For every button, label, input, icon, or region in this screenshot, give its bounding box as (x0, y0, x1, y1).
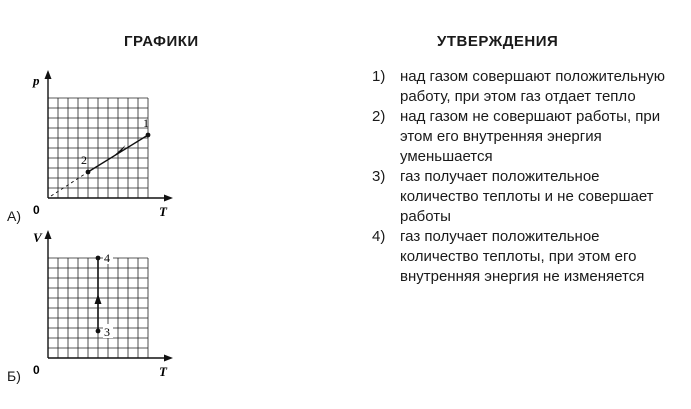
graph-b-point-4-label: 4 (104, 251, 110, 265)
graph-a-svg (0, 68, 185, 228)
graph-a-point-1 (146, 133, 151, 138)
graph-b-letter: Б) (7, 368, 21, 384)
statement-text: над газом не совершают работы, при этом его внутренняя энергия уменьшается (400, 108, 661, 165)
statement-item (372, 107, 672, 167)
graph-a-x-axis-label: T (159, 204, 167, 219)
statement-text: над газом совершают положительную работу, при этом газ отдает тепло (400, 68, 666, 105)
x-axis-arrow-icon (164, 195, 173, 202)
graph-b-y-axis-label: V (33, 230, 42, 245)
statement-text: газ получает положительное количество теплоты и не совершает работы (400, 168, 654, 225)
graph-b-point-3-label: 3 (104, 325, 110, 339)
graph-a-grid (48, 98, 148, 198)
graph-a-point-2 (86, 170, 91, 175)
graph-a-point-1-label: 1 (143, 116, 149, 130)
graph-a-y-axis-label: p (33, 73, 40, 88)
y-axis-arrow-icon (45, 230, 52, 239)
statement-item (372, 67, 672, 107)
graph-b-x-axis-label: T (159, 364, 167, 379)
graph-b (0, 228, 185, 388)
graph-a-origin-label: 0 (33, 203, 40, 217)
graph-a-point-2-label: 2 (81, 153, 87, 167)
graph-a-extrapolation (51, 172, 88, 196)
y-axis-arrow-icon (45, 70, 52, 79)
graph-a-letter: А) (7, 208, 21, 224)
statement-item (372, 167, 672, 227)
graphs-header: ГРАФИКИ (124, 33, 199, 50)
statement-number: 3) (372, 168, 386, 185)
graph-b-point-3 (96, 329, 101, 334)
graph-b-origin-label: 0 (33, 363, 40, 377)
statement-text: газ получает положительное количество теплоты, при этом его внутренняя энергия не изменяется (400, 228, 645, 285)
statements-list (372, 67, 672, 287)
statement-number: 1) (372, 68, 386, 85)
graph-b-svg (0, 228, 185, 388)
statement-number: 2) (372, 108, 386, 125)
statement-number: 4) (372, 228, 386, 245)
x-axis-arrow-icon (164, 355, 173, 362)
graph-b-direction-arrow-icon (95, 294, 102, 304)
statements-header: УТВЕРЖДЕНИЯ (437, 33, 559, 50)
statement-item (372, 227, 672, 287)
graph-a (0, 68, 185, 228)
graph-b-point-4 (96, 256, 101, 261)
